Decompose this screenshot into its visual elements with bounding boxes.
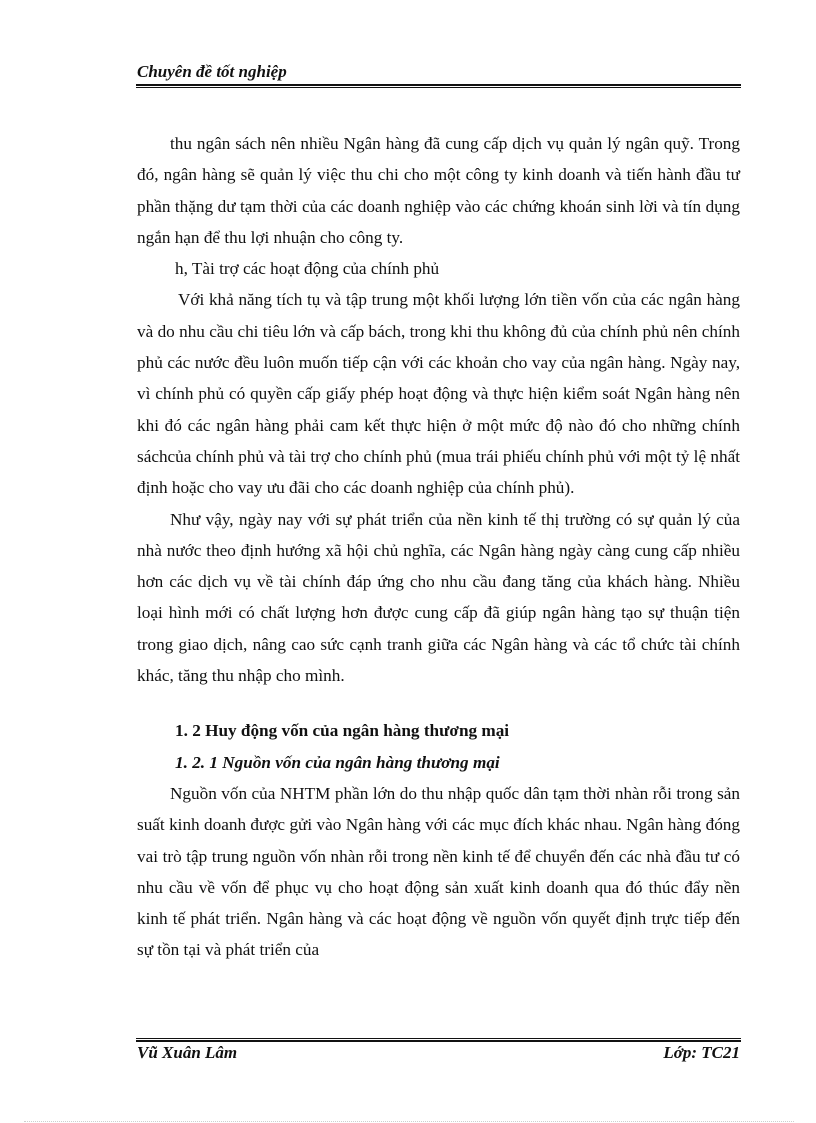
paragraph-quy-management: thu ngân sách nên nhiều Ngân hàng đã cung cấp dịch vụ quản lý ngân quỹ. Trong đó, ngân hàng sẽ quản lý việc thu chi cho một công ty kinh doanh và tiến hành đầu tư phần thặng dư tạm thời của các doanh nghiệp vào các chứng khoán sinh lời và tín dụng ngắn hạn để thu lợi nhuận cho công ty. [137, 134, 740, 247]
footer-author: Vũ Xuân Lâm [137, 1043, 238, 1062]
header-title: Chuyên đề tốt nghiệp [137, 62, 287, 81]
paragraph-heading-h: h, Tài trợ các hoạt động của chính phủ [175, 259, 440, 279]
footer-rule-thin [136, 1038, 741, 1039]
page-edge-divider [24, 1121, 794, 1122]
footer-rule-thick [136, 1040, 741, 1042]
paragraph-capital-sources: Nguồn vốn của NHTM phần lớn do thu nhập quốc dân tạm thời nhàn rỗi trong sản suất kinh doanh được gửi vào Ngân hàng với các mục đích khác nhau. Ngân hàng đóng vai trò tập trung nguồn vốn nhàn rỗi trong nền kinh tế để chuyển đến các nhà đầu tư có nhu cầu về vốn để phục vụ cho hoạt động sản xuất kinh doanh qua đó thúc đẩy nền kinh tế phát triển. Ngân hàng và các hoạt động về nguồn vốn quyết định trực tiếp đến sự tồn tại và phát triển của [137, 783, 740, 960]
footer-class: Lớp: TC21 [663, 1043, 740, 1062]
spacer [137, 691, 740, 715]
header-rule [136, 84, 741, 88]
paragraph-government-funding: Với khả năng tích tụ và tập trung một khối lượng lớn tiền vốn của các ngân hàng và do nhu cầu chi tiêu lớn và cấp bách, trong khi thu không đủ của chính phủ nên chính phủ các nước đều luôn muốn tiếp cận với các khoản cho vay của ngân hàng. Ngày nay, vì chính phủ có quyền cấp giấy phép hoạt động và thực hiện kiểm soát Ngân hàng nên khi đó các ngân hàng phải cam kết thực hiện ở một mức độ nào đó cho những chính sáchcủa chính phủ và tài trợ cho chính phủ (mua trái phiếu chính phủ với một tỷ lệ nhất định hoặc cho vay ưu đãi cho các doanh nghiệp của chính phủ). [137, 290, 740, 498]
header-rule-thick [136, 84, 741, 86]
document-body [137, 128, 740, 966]
subsection-heading: 1. 2. 1 Nguồn vốn của ngân hàng thương mại [175, 752, 500, 772]
header-rule-thin [136, 87, 741, 88]
paragraph-conclusion: Như vậy, ngày nay với sự phát triển của nền kinh tế thị trường có sự quản lý của nhà nước theo định hướng xã hội chủ nghĩa, các Ngân hàng ngày càng cung cấp nhiều hơn các dịch vụ về tài chính đáp ứng cho nhu cầu đang tăng của khách hàng. Nhiều loại hình mới có chất lượng hơn được cung cấp đã giúp ngân hàng tạo sự thuận tiện trong giao dịch, nâng cao sức cạnh tranh giữa các Ngân hàng và các tổ chức tài chính khác, tăng thu nhập cho mình. [137, 509, 740, 686]
section-heading: 1. 2 Huy động vốn của ngân hàng thương mại [175, 721, 510, 741]
footer-rule [136, 1038, 741, 1042]
